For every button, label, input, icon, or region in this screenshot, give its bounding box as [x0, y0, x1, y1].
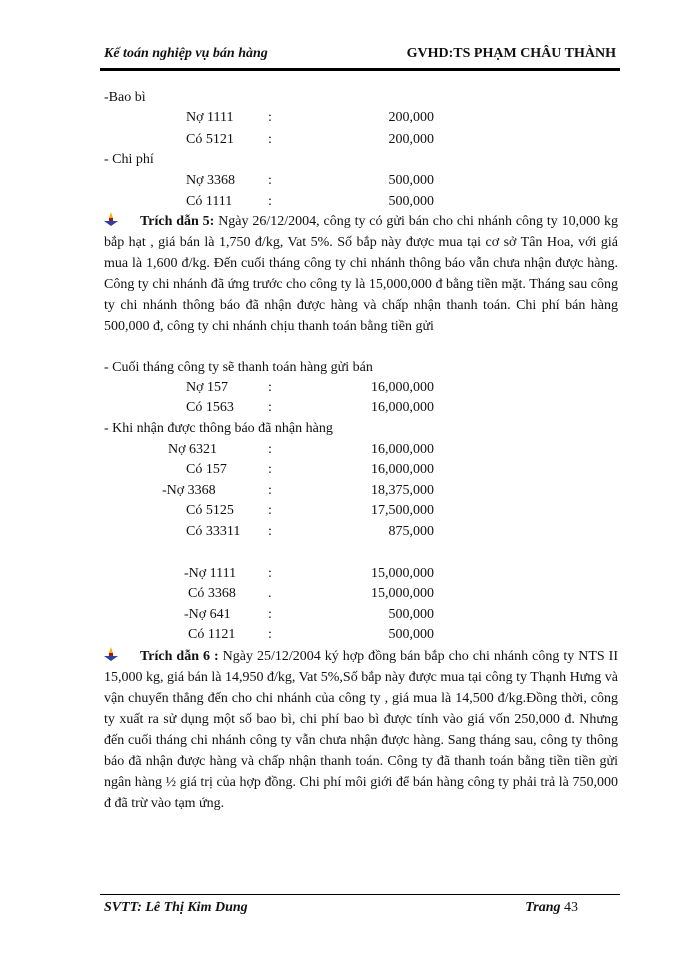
- journal-entry: [186, 522, 434, 542]
- entry-account: Có 5125: [186, 503, 234, 518]
- entry-account: Nợ 1111: [186, 110, 234, 125]
- journal-entry: [184, 584, 434, 604]
- entry-amount: 200,000: [388, 110, 434, 125]
- entry-amount: 16,000,000: [371, 442, 434, 457]
- entry-amount: 875,000: [388, 524, 434, 539]
- entry-separator: :: [268, 194, 272, 209]
- entry-separator: :: [268, 380, 272, 395]
- header-divider: [100, 68, 620, 71]
- journal-entry: [168, 440, 434, 460]
- entry-account: -Nợ 641: [184, 607, 231, 622]
- footer-student: SVTT: Lê Thị Kim Dung: [104, 900, 248, 915]
- journal-entry: [184, 564, 434, 584]
- entry-account: -Nợ 1111: [184, 566, 237, 581]
- journal-entry: [186, 501, 434, 521]
- journal-entry: [184, 605, 434, 625]
- entry-separator: :: [268, 442, 272, 457]
- entry-separator: :: [268, 503, 272, 518]
- entry-account: Có 1111: [186, 194, 233, 209]
- entry-account: Có 157: [186, 462, 227, 477]
- journal-entry: [186, 171, 434, 191]
- entry-account: Nợ 3368: [186, 173, 236, 188]
- footer-divider: [100, 894, 620, 895]
- entry-separator: :: [268, 132, 272, 147]
- entry-amount: 16,000,000: [371, 462, 434, 477]
- pen-bullet-icon: [104, 647, 118, 661]
- page-header: [100, 44, 620, 66]
- page-number-block: [525, 900, 578, 916]
- entry-amount: 15,000,000: [371, 586, 434, 601]
- header-instructor: GVHD:TS PHẠM CHÂU THÀNH: [406, 46, 616, 61]
- entry-amount: 16,000,000: [371, 400, 434, 415]
- entry-separator: :: [268, 524, 272, 539]
- entry-separator: :: [268, 462, 272, 477]
- entry-separator: :: [268, 627, 272, 642]
- journal-entry: [186, 192, 434, 212]
- entry-amount: 500,000: [388, 173, 434, 188]
- entry-separator: :: [268, 400, 272, 415]
- entry-amount: 16,000,000: [371, 380, 434, 395]
- trich-dan-6-paragraph: [104, 646, 618, 814]
- pen-bullet-icon: [104, 212, 118, 226]
- section-chi-phi: - Chi phí: [104, 152, 154, 167]
- entry-account: Nợ 6321: [168, 442, 218, 457]
- trich-dan-6-text: Ngày 25/12/2004 ký hợp đồng bán bắp cho chi nhánh công ty NTS II 15,000 kg, giá bán là 14,950 đ/kg, Vat 5%,Số bắp này được mua tại công ty Thạnh Hưng và vận chuyển thẳng đến cho chi nhánh của công ty , giá mua là 14,500 đ/kg.Đồng thời, công ty xuất ra sử dụng một số bao bì, chi phí bao bì được tính vào giá vốn 250,000 đ. Nhưng đến cuối tháng chi nhánh công ty vẫn chưa nhận được hàng. Sang tháng sau, công ty thông báo đã nhận được hàng và chấp nhận thanh toán. Công ty đã thanh toán bằng tiền tiền gửi ngân hàng ½ giá trị của hợp đồng. Chi phí môi giới để bán hàng công ty phải trả là 750,000 đ đã trừ vào tạm ứng.: [104, 649, 618, 811]
- entry-separator: :: [268, 110, 272, 125]
- entry-amount: 500,000: [388, 607, 434, 622]
- entry-separator: :: [268, 607, 272, 622]
- entry-amount: 17,500,000: [371, 503, 434, 518]
- journal-entry: [168, 460, 434, 480]
- journal-entry: [186, 378, 434, 398]
- entry-separator: :: [268, 173, 272, 188]
- journal-entry: [186, 130, 434, 150]
- trich-dan-5-text: Ngày 26/12/2004, công ty có gửi bán cho chi nhánh công ty 10,000 kg bắp hạt , giá bán là 1,750 đ/kg, Vat 5%. Số bắp này được mua tại cơ sở Tân Hoa, với giá mua là 1,600 đ/kg. Đến cuối tháng công ty chi nhánh thông báo vẫn chưa nhận được hàng. Công ty chi nhánh đã ứng trước cho công ty là 15,000,000 đ bằng tiền mặt. Tháng sau công ty chi nhánh thông báo đã nhận được hàng và chấp nhận thanh toán. Chi phí bán hàng 500,000 đ, công ty chi nhánh chịu thanh toán bằng tiền gửi: [104, 214, 618, 334]
- entry-account: -Nợ 3368: [162, 483, 216, 498]
- entry-separator: :: [268, 483, 272, 498]
- entry-amount: 500,000: [388, 194, 434, 209]
- journal-entry: [162, 481, 434, 501]
- entry-amount: 500,000: [388, 627, 434, 642]
- page-number: 43: [564, 900, 578, 915]
- journal-entry: [186, 398, 434, 418]
- entry-account: Có 33311: [186, 524, 241, 539]
- entry-account: Có 3368: [188, 586, 236, 601]
- entry-amount: 18,375,000: [371, 483, 434, 498]
- entry-account: Có 5121: [186, 132, 234, 147]
- page-label: Trang: [525, 900, 561, 915]
- entry-account: Có 1563: [186, 400, 234, 415]
- entry-account: Có 1121: [188, 627, 236, 642]
- entry-separator: :: [268, 566, 272, 581]
- entry-separator: .: [268, 586, 272, 601]
- trich-dan-5-title: Trích dẫn 5:: [140, 214, 215, 229]
- journal-entry: [184, 625, 434, 645]
- header-subject: Kế toán nghiệp vụ bán hàng: [104, 46, 268, 61]
- trich-dan-5-paragraph: [104, 211, 618, 337]
- entry-amount: 200,000: [388, 132, 434, 147]
- entry-amount: 15,000,000: [371, 566, 434, 581]
- trich-dan-6-title: Trích dẫn 6 :: [140, 649, 219, 664]
- journal-entry: [186, 108, 434, 128]
- section-bao-bi: -Bao bì: [104, 90, 146, 105]
- section-cuoi-thang: - Cuối tháng công ty sẽ thanh toán hàng gửi bán: [104, 360, 373, 375]
- section-khi-nhan: - Khi nhận được thông báo đã nhận hàng: [104, 421, 333, 436]
- entry-account: Nợ 157: [186, 380, 229, 395]
